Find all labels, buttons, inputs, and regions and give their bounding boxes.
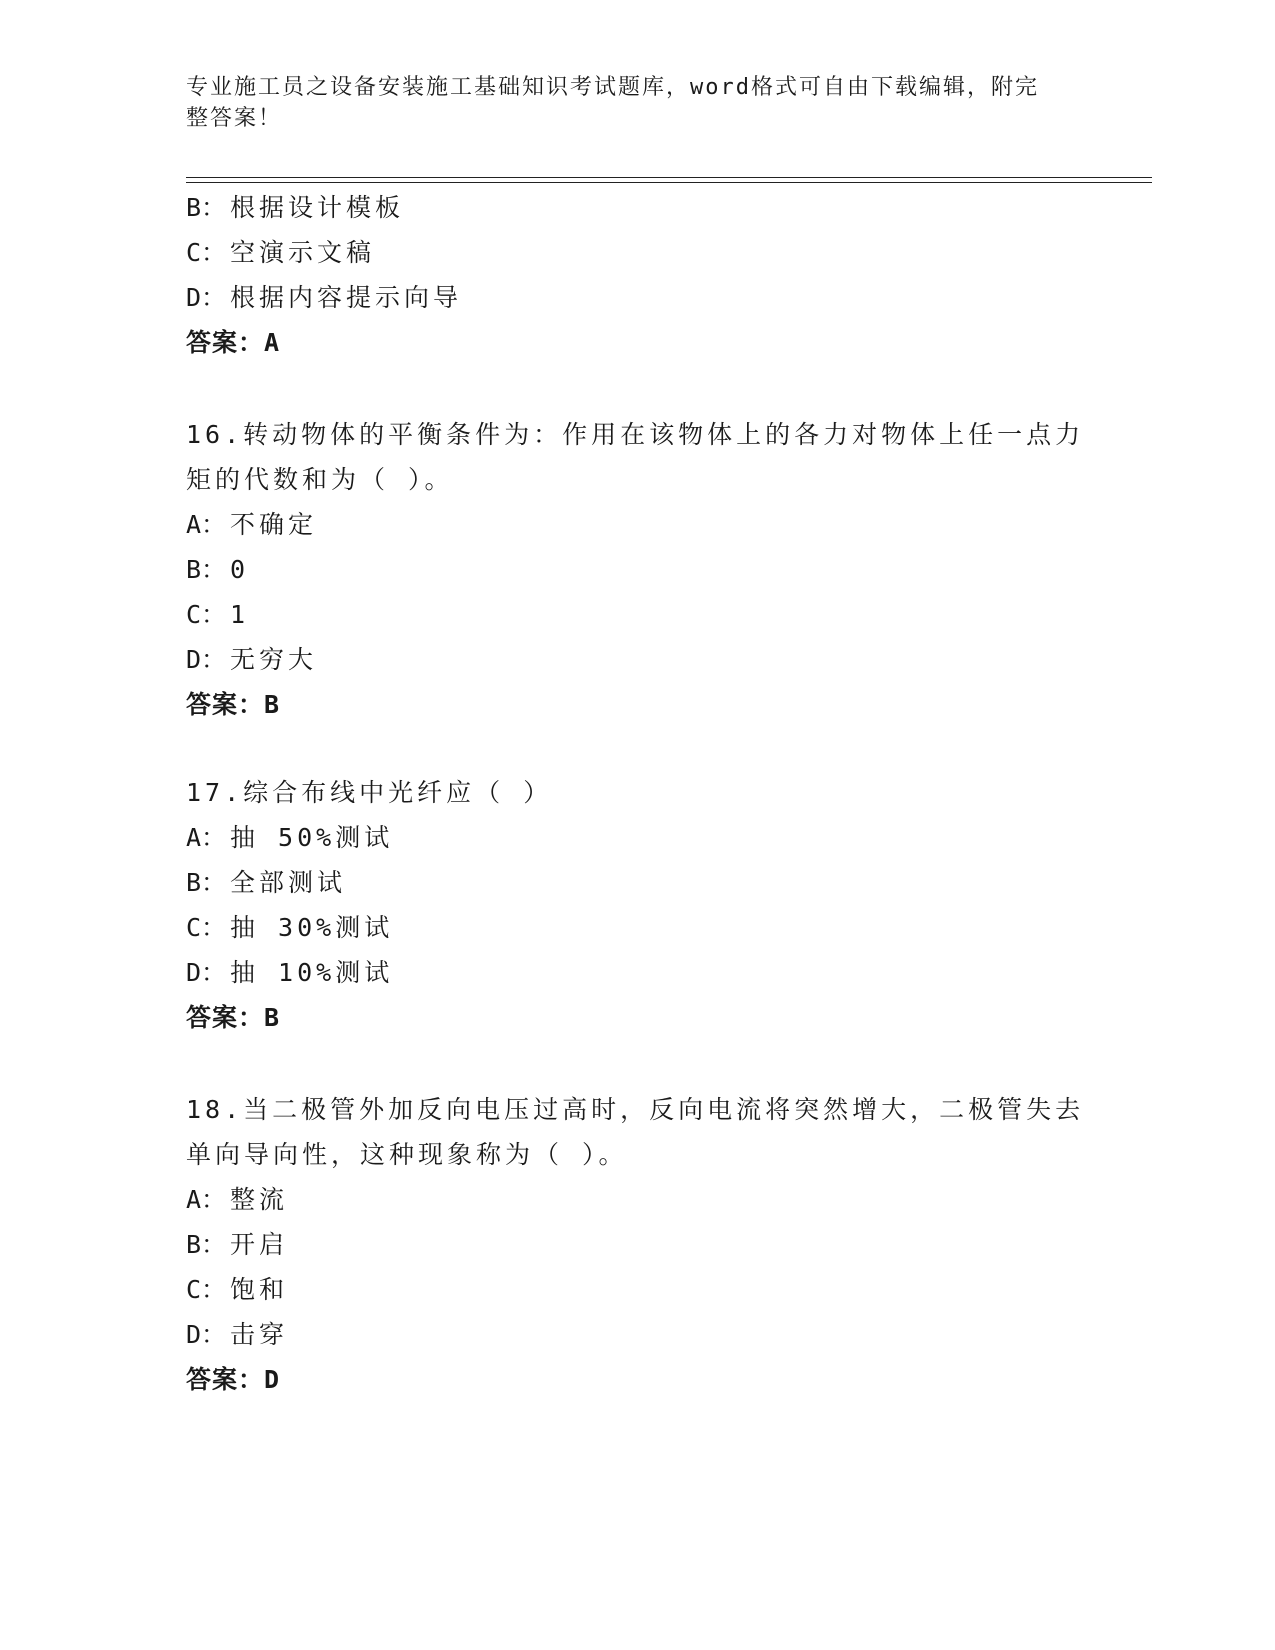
q15-option-c [186,236,1086,270]
option-text: 不确定 [230,510,318,539]
q16-option-b [186,553,1086,587]
q17-option-b [186,866,1086,900]
q18-answer: 答案：D [186,1365,281,1394]
option-letter: C： [186,1275,227,1304]
option-text: 根据设计模板 [230,193,405,222]
option-text: 抽 10%测试 [230,958,394,987]
q16-option-a [186,508,1086,542]
q17-option-d [186,956,1086,990]
q16-option-d [186,643,1086,677]
header-title-line-1: 专业施工员之设备安装施工基础知识考试题库，word格式可自由下载编辑，附完 [186,75,1039,100]
option-letter: B： [186,555,227,584]
option-letter: A： [186,510,227,539]
header-title-line-2: 整答案！ [186,106,283,131]
option-text: 整流 [230,1185,289,1214]
q15-answer: 答案：A [186,328,281,357]
q15-option-b [186,191,1086,225]
option-letter: D： [186,958,227,987]
q15-option-d [186,281,1086,315]
header-divider-top [186,177,1152,178]
q17-option-a [186,821,1086,855]
option-text: 0 [230,555,250,584]
option-text: 根据内容提示向导 [230,283,463,312]
option-text: 全部测试 [230,868,347,897]
q18-option-d [186,1318,1086,1352]
option-letter: C： [186,913,227,942]
option-text: 饱和 [230,1275,289,1304]
option-text: 抽 50%测试 [230,823,394,852]
q18-question-line-2: 单向导向性，这种现象称为（ ）。 [186,1140,628,1169]
option-letter: C： [186,600,227,629]
q18-option-a [186,1183,1086,1217]
q16-option-c [186,598,1086,632]
option-letter: C： [186,238,227,267]
option-letter: D： [186,645,227,674]
option-letter: B： [186,1230,227,1259]
q16-answer: 答案：B [186,690,281,719]
option-letter: B： [186,868,227,897]
q16-question-line-2: 矩的代数和为（ ）。 [186,465,454,494]
q18-question-line-1: 18.当二极管外加反向电压过高时，反向电流将突然增大，二极管失去 [186,1095,1085,1124]
q17-option-c [186,911,1086,945]
option-text: 无穷大 [230,645,318,674]
option-letter: B： [186,193,227,222]
q16-question-line-1: 16.转动物体的平衡条件为：作用在该物体上的各力对物体上任一点力 [186,420,1085,449]
q17-question-line-1: 17.综合布线中光纤应（ ） [186,778,553,807]
option-text: 空演示文稿 [230,238,376,267]
option-letter: D： [186,1320,227,1349]
option-text: 击穿 [230,1320,289,1349]
q17-answer: 答案：B [186,1003,281,1032]
q18-option-b [186,1228,1086,1262]
header-divider-bottom [186,182,1152,183]
q18-option-c [186,1273,1086,1307]
option-text: 抽 30%测试 [230,913,394,942]
option-letter: A： [186,823,227,852]
document-header [186,72,1066,134]
option-letter: A： [186,1185,227,1214]
option-text: 开启 [230,1230,289,1259]
option-letter: D： [186,283,227,312]
option-text: 1 [230,600,250,629]
